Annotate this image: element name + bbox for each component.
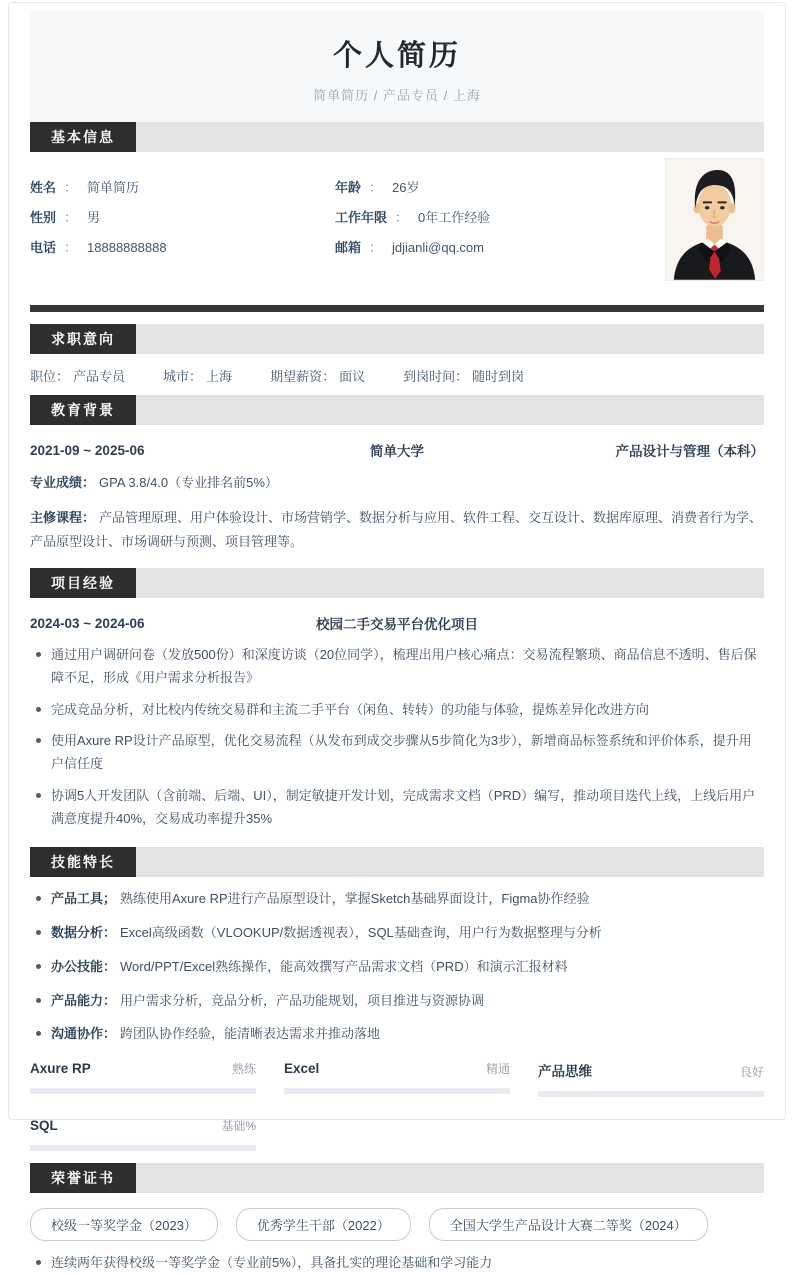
- project-bullet: 使用Axure RP设计产品原型，优化交易流程（从发布到成交步骤从5步简化为3步），新增商品标签系统和评价体系，提升用户信任度: [34, 730, 764, 776]
- field-phone: [30, 240, 335, 256]
- skill-bar-level: 熟练: [231, 1062, 256, 1077]
- honor-badge: 全国大学生产品设计大赛二等奖（2024）: [429, 1208, 708, 1241]
- field-value: 0年工作经验: [418, 210, 491, 225]
- skill-bar-level: 良好: [739, 1065, 764, 1080]
- resume-header: [30, 11, 764, 122]
- field-experience-years: [335, 210, 634, 226]
- skill-bar-track: [30, 1145, 256, 1151]
- skill-text: 跨团队协作经验，能清晰表达需求并推动落地: [120, 1026, 381, 1042]
- intent-city: [163, 368, 232, 385]
- skill-bar-excel: [284, 1060, 510, 1097]
- project-title: 校园二手交易平台优化项目: [315, 617, 478, 633]
- field-gender: [30, 210, 335, 226]
- skill-label: 数据分析：: [51, 925, 117, 941]
- skill-text: Excel高级函数（VLOOKUP/数据透视表），SQL基础查询，用户行为数据整理与分析: [120, 925, 602, 941]
- skill-bar-axure: [30, 1060, 256, 1097]
- skill-bar-product-thinking: [538, 1060, 764, 1097]
- section-title-honors: 荣誉证书: [30, 1163, 136, 1193]
- honor-badge: 校级一等奖学金（2023）: [30, 1208, 218, 1241]
- field-value: 26岁: [392, 180, 420, 195]
- intent-value: 随时到岗: [472, 369, 525, 384]
- intent-value: 产品专员: [73, 369, 126, 384]
- field-value: 18888888888: [87, 240, 167, 255]
- page-title: 个人简历: [332, 40, 461, 72]
- skill-bullet: [34, 922, 764, 945]
- education-head-row: [30, 440, 764, 460]
- field-name: [30, 180, 335, 196]
- courses-value: 产品管理原理、用户体验设计、市场营销学、数据分析与应用、软件工程、交互设计、数据库原理、消费者行为学、产品原型设计、市场调研与预测、项目管理等。: [30, 510, 763, 550]
- intent-value: 面议: [339, 369, 366, 384]
- skill-label: 沟通协作：: [51, 1026, 117, 1042]
- education-school: 简单大学: [369, 444, 424, 459]
- section-band-project: [30, 568, 764, 598]
- field-label: 性别: [30, 210, 57, 225]
- field-value: 简单简历: [87, 180, 140, 195]
- intent-availability: [403, 368, 524, 385]
- field-colon: ：: [64, 210, 78, 225]
- intent-label: 职位：: [30, 369, 70, 384]
- intent-value: 上海: [206, 369, 233, 384]
- basic-info-grid: [30, 180, 764, 256]
- skill-bar-name: Excel: [284, 1061, 320, 1077]
- education-major: 产品设计与管理（本科）: [615, 444, 764, 459]
- section-divider: [30, 305, 764, 312]
- skill-bar-sql: [30, 1117, 256, 1151]
- gpa-label: 专业成绩：: [30, 475, 96, 490]
- section-band-skills: [30, 847, 764, 877]
- section-band-basic: [30, 122, 764, 152]
- skill-bar-name: Axure RP: [30, 1061, 91, 1077]
- project-bullet-list: [30, 644, 764, 830]
- intent-label: 到岗时间：: [403, 369, 469, 384]
- basic-info-section: [30, 152, 764, 290]
- intent-position: [30, 368, 125, 385]
- field-label: 工作年限: [335, 210, 388, 225]
- skill-bullet: [34, 956, 764, 979]
- job-intention-row: [30, 368, 764, 385]
- honor-badges-row: [30, 1208, 764, 1241]
- portrait-photo: [665, 158, 764, 281]
- gpa-value: GPA 3.8/4.0（专业排名前5%）: [99, 475, 278, 490]
- skill-bar-track: [30, 1088, 256, 1094]
- field-value: jdjianli@qq.com: [392, 240, 484, 255]
- resume-page: [8, 2, 786, 1271]
- skill-label: 办公技能：: [51, 958, 117, 974]
- intent-label: 期望薪资：: [270, 369, 336, 384]
- section-title-skills: 技能特长: [30, 847, 136, 877]
- skill-bars-grid: [30, 1060, 764, 1151]
- field-email: [335, 240, 634, 256]
- field-label: 电话: [30, 240, 57, 255]
- skill-bar-level: 精通: [485, 1062, 510, 1077]
- intent-salary: [270, 368, 365, 385]
- section-title-project: 项目经验: [30, 568, 136, 598]
- section-band-intention: [30, 324, 764, 354]
- skill-bar-name: SQL: [30, 1118, 58, 1134]
- field-age: [335, 180, 634, 196]
- project-bullet: 完成竞品分析，对比校内传统交易群和主流二手平台（闲鱼、转转）的功能与体验，提炼差异化改进方向: [34, 699, 764, 722]
- skill-bar-track: [284, 1088, 510, 1094]
- field-colon: ：: [64, 240, 78, 255]
- section-title-intention: 求职意向: [30, 324, 136, 354]
- honor-bullet: 连续两年获得校级一等奖学金（专业前5%），具备扎实的理论基础和学习能力: [34, 1252, 764, 1275]
- skill-bar-name: 产品思维: [538, 1064, 592, 1080]
- project-bullet: 协调5人开发团队（含前端、后端、UI），制定敏捷开发计划，完成需求文档（PRD）编写，推动项目迭代上线，上线后用户满意度提升40%，交易成功率提升35%: [34, 785, 764, 831]
- project-bullet: 通过用户调研问卷（发放500份）和深度访谈（20位同学），梳理出用户核心痛点：交易流程繁琐、商品信息不透明、售后保障不足，形成《用户需求分析报告》: [34, 644, 764, 690]
- field-colon: ：: [395, 210, 409, 225]
- skill-text: Word/PPT/Excel熟练操作，能高效撰写产品需求文档（PRD）和演示汇报材料: [120, 958, 568, 974]
- skill-bullet: [34, 990, 764, 1013]
- education-gpa-line: [30, 471, 764, 495]
- field-value: 男: [87, 210, 101, 225]
- skill-text: 用户需求分析，竞品分析，产品功能规划，项目推进与资源协调: [120, 992, 485, 1008]
- section-title-basic: 基本信息: [30, 122, 136, 152]
- honor-badge: 优秀学生干部（2022）: [236, 1208, 411, 1241]
- skills-bullet-list: [30, 888, 764, 1046]
- field-colon: ：: [64, 180, 78, 195]
- field-colon: ：: [369, 240, 383, 255]
- skill-bullet: [34, 888, 764, 911]
- section-title-education: 教育背景: [30, 395, 136, 425]
- project-period: 2024-03 ~ 2024-06: [30, 615, 145, 631]
- portrait-photo-illustration: [666, 159, 763, 280]
- skill-bar-track: [538, 1091, 764, 1097]
- project-head-row: [30, 613, 764, 633]
- field-label: 邮箱: [335, 240, 362, 255]
- skill-label: 产品能力：: [51, 992, 117, 1008]
- courses-label: 主修课程：: [30, 510, 96, 526]
- skill-text: 熟练使用Axure RP进行产品原型设计，掌握Sketch基础界面设计，Figma协作经验: [120, 891, 590, 907]
- field-colon: ：: [369, 180, 383, 195]
- section-band-education: [30, 395, 764, 425]
- section-band-honors: [30, 1163, 764, 1193]
- honor-bullet-list: [30, 1252, 764, 1275]
- field-label: 姓名: [30, 180, 57, 195]
- skill-bar-level: 基础%: [221, 1119, 256, 1134]
- page-subtitle: 简单简历 / 产品专员 / 上海: [313, 88, 481, 103]
- skill-bullet: [34, 1023, 764, 1046]
- skill-label: 产品工具；: [51, 891, 117, 907]
- education-period: 2021-09 ~ 2025-06: [30, 442, 145, 458]
- education-courses-line: [30, 506, 764, 554]
- field-label: 年龄: [335, 180, 362, 195]
- intent-label: 城市：: [163, 369, 203, 384]
